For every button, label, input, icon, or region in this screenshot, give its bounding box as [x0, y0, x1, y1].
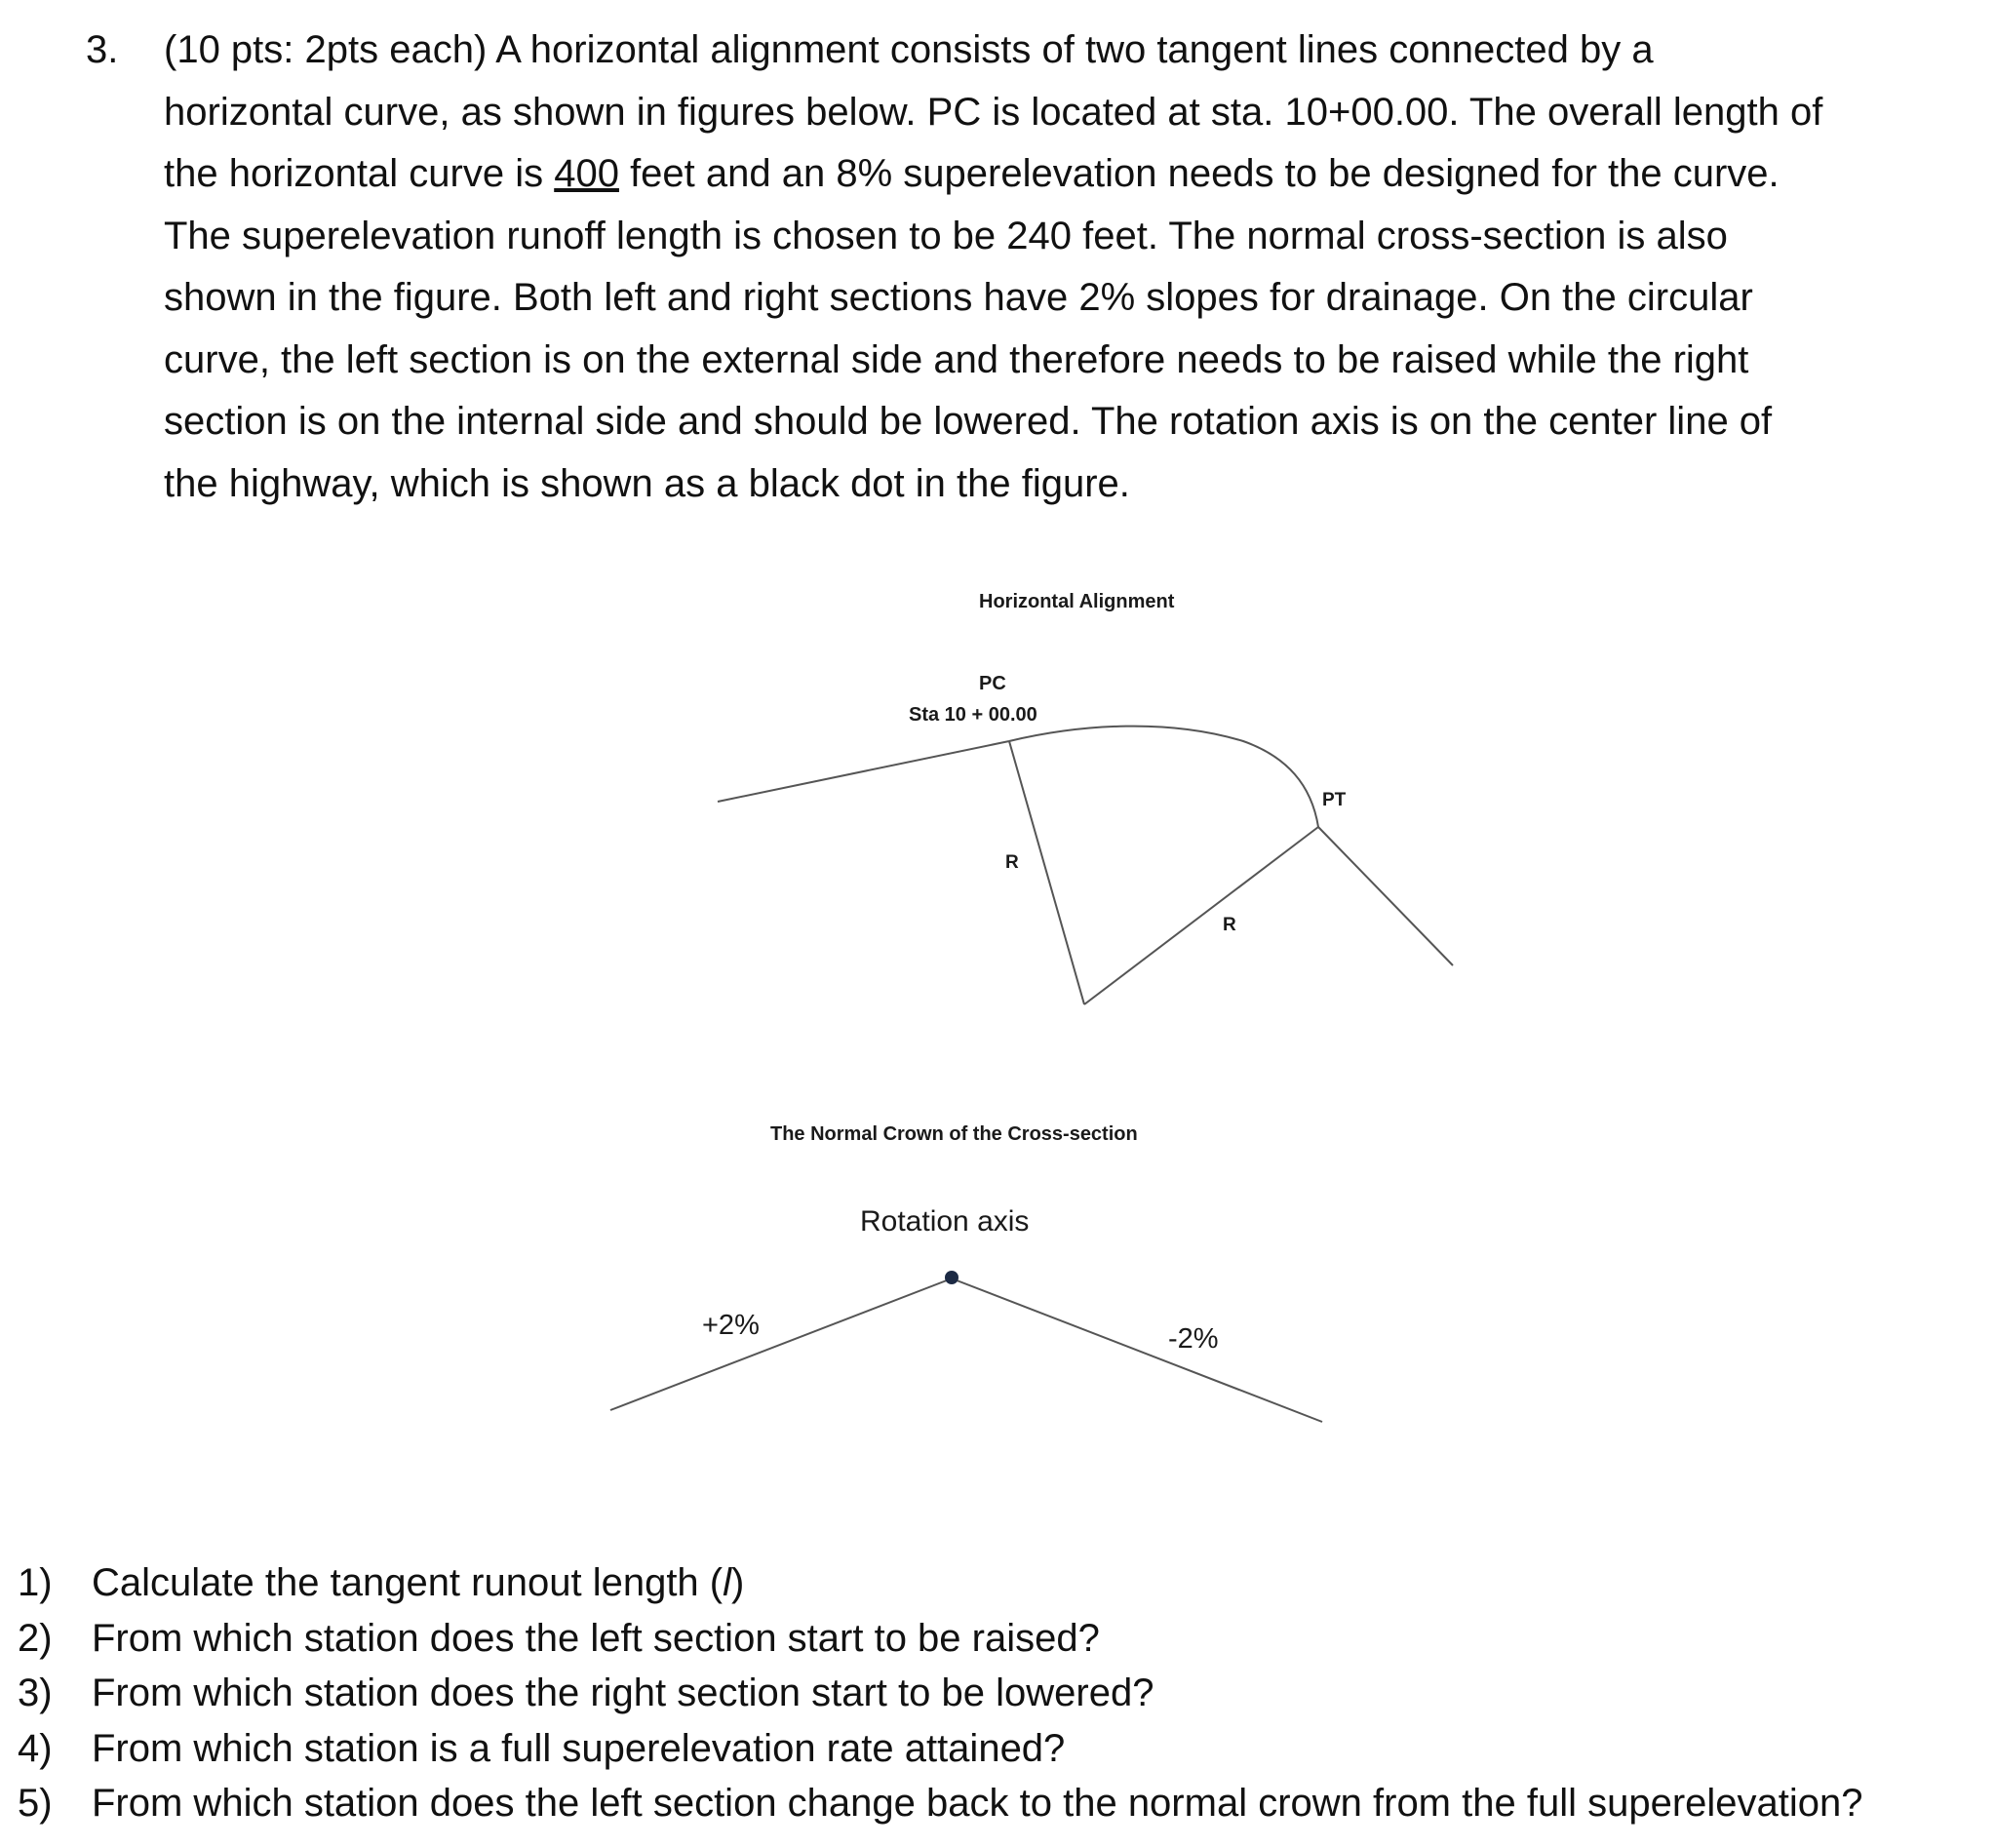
question-text — [92, 1555, 744, 1611]
problem-line-6: curve, the left section is on the external side and therefore needs to be raised while the right — [164, 337, 1749, 381]
question-item-3 — [18, 1666, 1977, 1721]
problem-line-4: The superelevation runoff length is chosen to be 240 feet. The normal cross-section is also — [164, 214, 1728, 257]
question-number: 1) — [18, 1561, 53, 1604]
question-item-4 — [18, 1721, 1977, 1777]
rotation-axis-label: Rotation axis — [860, 1205, 1030, 1238]
cross-section-title: The Normal Crown of the Cross-section — [770, 1123, 1138, 1145]
rotation-axis-dot — [945, 1271, 958, 1284]
question-variable: l — [723, 1561, 731, 1604]
pt-label: PT — [1322, 790, 1347, 810]
right-slope-label: -2% — [1168, 1323, 1219, 1355]
problem-number: 3. — [86, 28, 119, 71]
radius-label-2: R — [1223, 915, 1236, 935]
problem-line-7: section is on the internal side and should be lowered. The rotation axis is on the center line of — [164, 400, 1773, 443]
question-text: From which station is a full superelevation rate attained? — [92, 1726, 1066, 1770]
alignment-title: Horizontal Alignment — [979, 591, 1175, 612]
left-slope-label: +2% — [702, 1310, 760, 1341]
question-item-2 — [18, 1611, 1977, 1667]
question-number: 5) — [18, 1782, 53, 1825]
question-item-1 — [18, 1555, 1977, 1611]
pc-station-label: Sta 10 + 00.00 — [909, 704, 1037, 726]
question-list — [18, 1555, 1977, 1831]
curve-length-value: 400 — [554, 152, 619, 195]
right-lane-slope-line — [952, 1278, 1322, 1422]
problem-line-2: horizontal curve, as shown in figures below. PC is located at sta. 10+00.00. The overall length of — [164, 90, 1823, 134]
question-text: From which station does the right section start to be lowered? — [92, 1671, 1154, 1714]
problem-line-8: the highway, which is shown as a black dot in the figure. — [164, 461, 1130, 505]
problem-line-5: shown in the figure. Both left and right sections have 2% slopes for drainage. On the circular — [164, 276, 1753, 319]
problem-line-3-end: feet and an 8% superelevation needs to be designed for the curve. — [618, 152, 1780, 195]
left-lane-slope-line — [610, 1278, 952, 1410]
question-text: From which station does the left section change back to the normal crown from the full superelevation? — [92, 1782, 1863, 1825]
question-item-5 — [18, 1776, 1977, 1831]
question-number: 4) — [18, 1726, 53, 1770]
question-text: From which station does the left section start to be raised? — [92, 1616, 1100, 1660]
question-text-start: Calculate the tangent runout length ( — [92, 1561, 724, 1604]
question-number: 2) — [18, 1616, 53, 1660]
problem-line-1: (10 pts: 2pts each) A horizontal alignment consists of two tangent lines connected by a — [164, 28, 1654, 71]
pc-label: PC — [979, 673, 1006, 694]
problem-line-3-start: the horizontal curve is — [164, 152, 555, 195]
question-text-end: ) — [731, 1561, 745, 1604]
radius-label-1: R — [1005, 852, 1019, 873]
question-number: 3) — [18, 1671, 53, 1714]
